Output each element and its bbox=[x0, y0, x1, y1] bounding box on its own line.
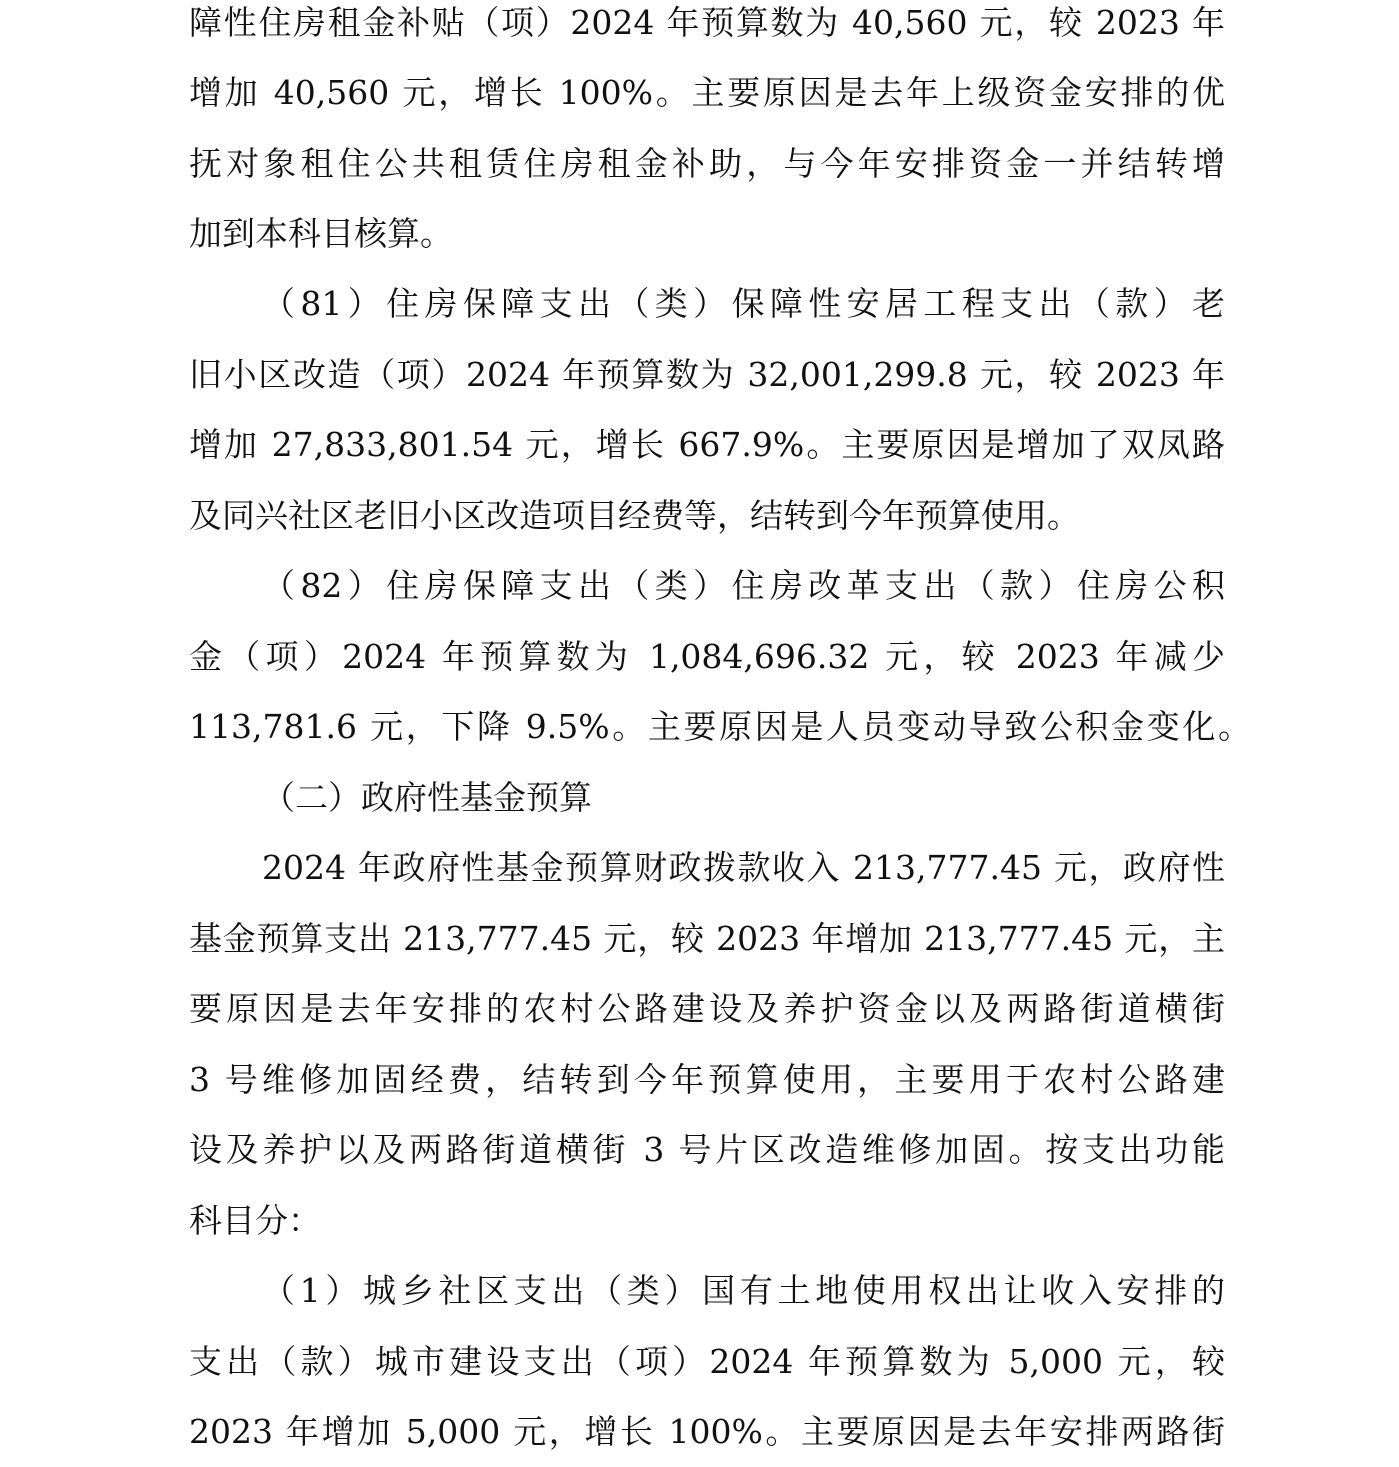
text-line: 增加 27,833,801.54 元，增长 667.9%。主要原因是增加了双凤路 bbox=[189, 425, 1225, 464]
text-line: 抚对象租住公共租赁住房租金补助，与今年安排资金一并结转增 bbox=[189, 144, 1225, 183]
text-line: 增加 40,560 元，增长 100%。主要原因是去年上级资金安排的优 bbox=[189, 73, 1225, 112]
text-line: 设及养护以及两路街道横街 3 号片区改造维修加固。按支出功能 bbox=[189, 1130, 1225, 1169]
text-line: （82）住房保障支出（类）住房改革支出（款）住房公积 bbox=[262, 566, 1225, 605]
text-line: 2023 年增加 5,000 元，增长 100%。主要原因是去年安排两路街 bbox=[189, 1412, 1225, 1451]
text-line: 要原因是去年安排的农村公路建设及养护资金以及两路街道横街 bbox=[189, 989, 1225, 1028]
text-line: 3 号维修加固经费，结转到今年预算使用，主要用于农村公路建 bbox=[189, 1060, 1225, 1099]
text-line: 基金预算支出 213,777.45 元，较 2023 年增加 213,777.45 元，主 bbox=[189, 919, 1225, 958]
section-heading: （二）政府性基金预算 bbox=[262, 778, 592, 817]
text-line: （81）住房保障支出（类）保障性安居工程支出（款）老 bbox=[262, 284, 1225, 323]
text-line: 2024 年政府性基金预算财政拨款收入 213,777.45 元，政府性 bbox=[262, 848, 1225, 887]
text-line: 障性住房租金补贴（项）2024 年预算数为 40,560 元，较 2023 年 bbox=[189, 3, 1225, 42]
text-line: 科目分： bbox=[189, 1201, 321, 1240]
text-line: 及同兴社区老旧小区改造项目经费等，结转到今年预算使用。 bbox=[189, 496, 1080, 535]
text-line: 加到本科目核算。 bbox=[189, 214, 453, 253]
text-line: 金（项）2024 年预算数为 1,084,696.32 元，较 2023 年减少 bbox=[189, 637, 1225, 676]
text-line: 113,781.6 元，下降 9.5%。主要原因是人员变动导致公积金变化。 bbox=[189, 707, 1251, 746]
text-line: 支出（款）城市建设支出（项）2024 年预算数为 5,000 元，较 bbox=[189, 1342, 1225, 1381]
text-line: （1）城乡社区支出（类）国有土地使用权出让收入安排的 bbox=[262, 1271, 1225, 1310]
text-line: 旧小区改造（项）2024 年预算数为 32,001,299.8 元，较 2023 年 bbox=[189, 355, 1225, 394]
